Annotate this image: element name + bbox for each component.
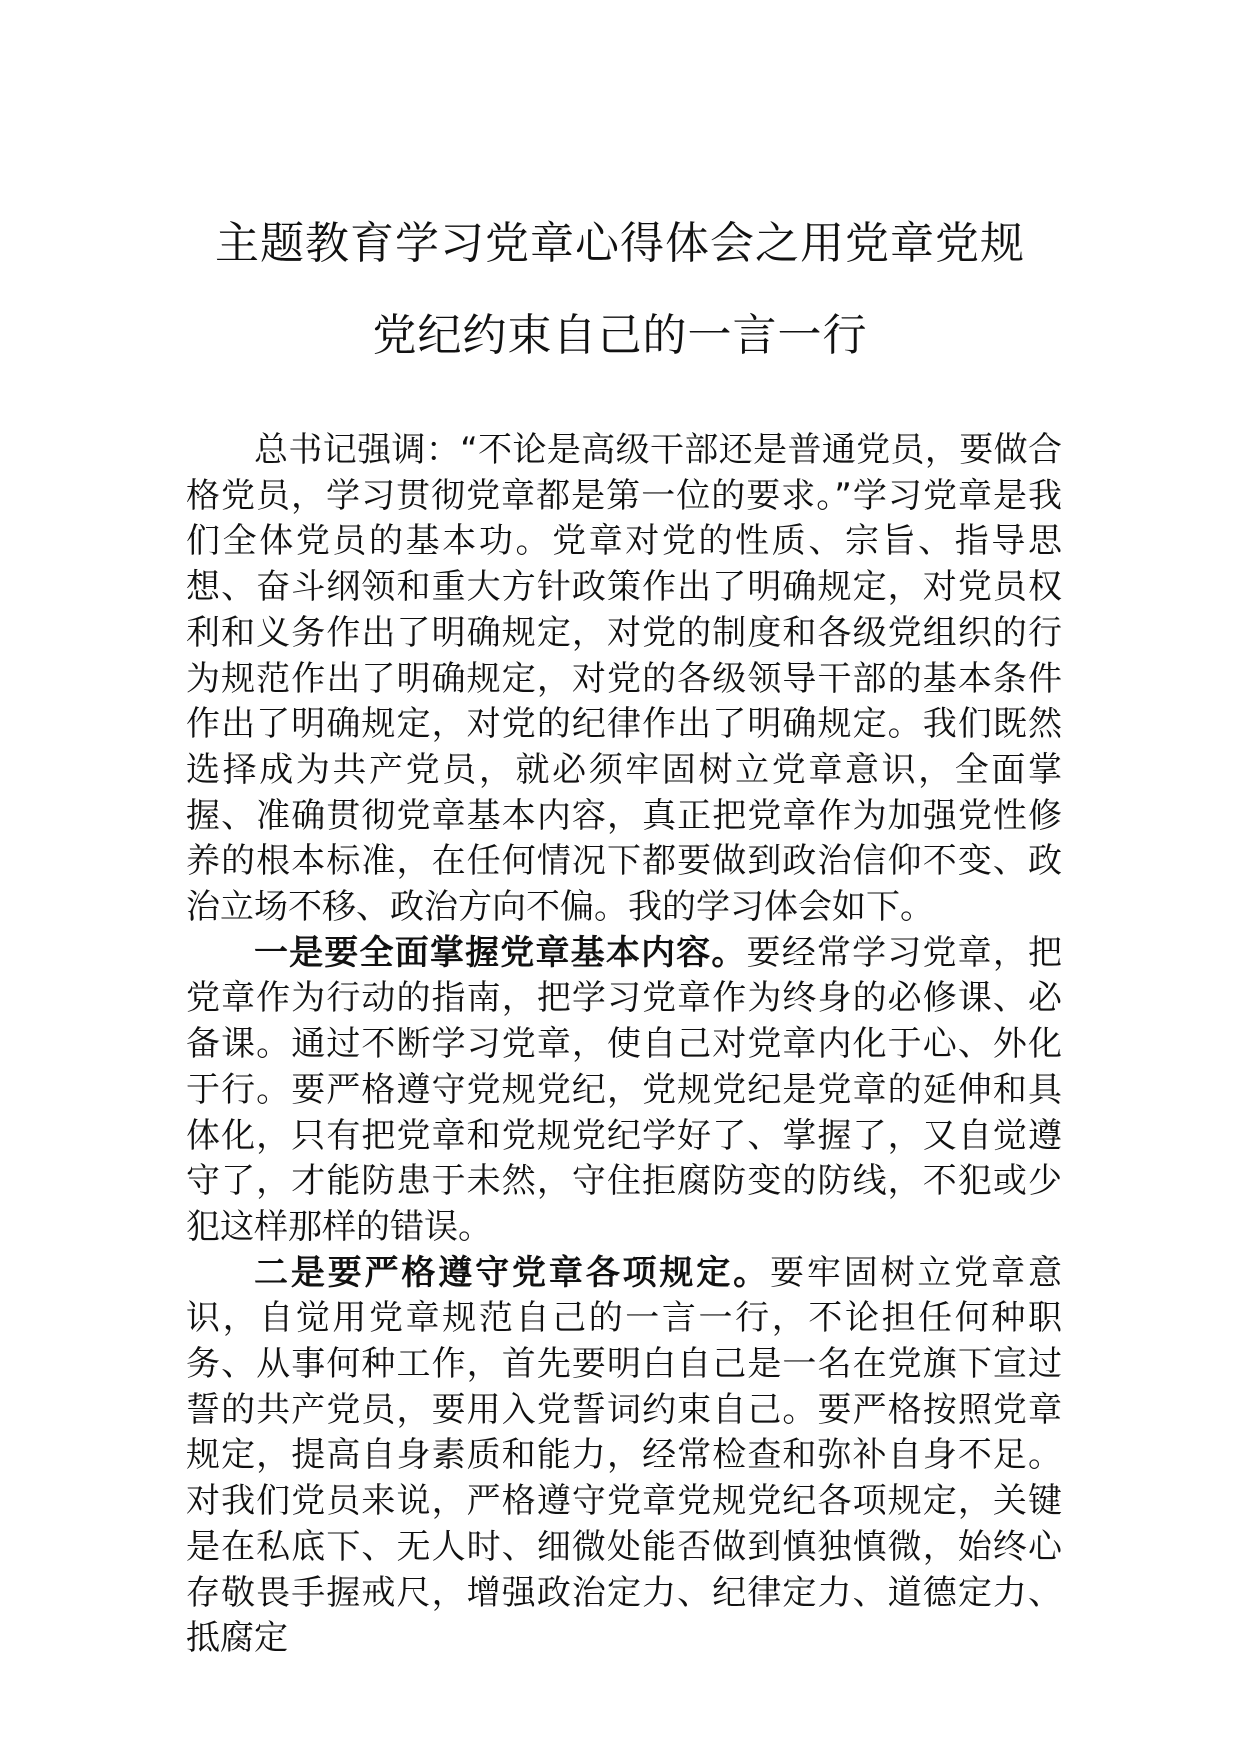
document-body <box>186 428 1062 1662</box>
point-1-paragraph <box>186 931 1062 1251</box>
point-1-text: 要经常学习党章，把党章作为行动的指南，把学习党章作为终身的必修课、必备课。通过不断学习党章，使自己对党章内化于心、外化于行。要严格遵守党规党纪，党规党纪是党章的延伸和具体化，只有把党章和党规党纪学好了、掌握了，又自觉遵守了，才能防患于未然，守住拒腐防变的防线，不犯或少犯这样那样的错误。 <box>186 932 1063 1247</box>
document-title-line-1: 主题教育学习党章心得体会之用党章党规 <box>215 218 1025 269</box>
point-2-text: 要牢固树立党章意识，自觉用党章规范自己的一言一行，不论担任何种职务、从事何种工作，首先要明白自己是一名在党旗下宣过誓的共产党员，要用入党誓词约束自己。要严格按照党章规定，提高自身素质和能力，经常检查和弥补自身不足。对我们党员来说，严格遵守党章党规党纪各项规定，关键是在私底下、无人时、细微处能否做到慎独慎微，始终心存敬畏手握戒尺，增强政治定力、纪律定力、道德定力、抵腐定 <box>186 1252 1062 1659</box>
point-2-heading: 二是要严格遵守党章各项规定。 <box>254 1252 770 1293</box>
point-1-heading: 一是要全面掌握党章基本内容。 <box>254 932 747 973</box>
point-2-paragraph <box>186 1251 1062 1662</box>
document-title-line-2: 党纪约束自己的一言一行 <box>372 310 868 361</box>
intro-paragraph: 总书记强调：“不论是高级干部还是普通党员，要做合格党员，学习贯彻党章都是第一位的要求。”学习党章是我们全体党员的基本功。党章对党的性质、宗旨、指导思想、奋斗纲领和重大方针政策作出了明确规定，对党员权利和义务作出了明确规定，对党的制度和各级党组织的行为规范作出了明确规定，对党的各级领导干部的基本条件作出了明确规定，对党的纪律作出了明确规定。我们既然选择成为共产党员，就必须牢固树立党章意识，全面掌握、准确贯彻党章基本内容，真正把党章作为加强党性修养的根本标准，在任何情况下都要做到政治信仰不变、政治立场不移、政治方向不偏。我的学习体会如下。 <box>186 430 1062 928</box>
